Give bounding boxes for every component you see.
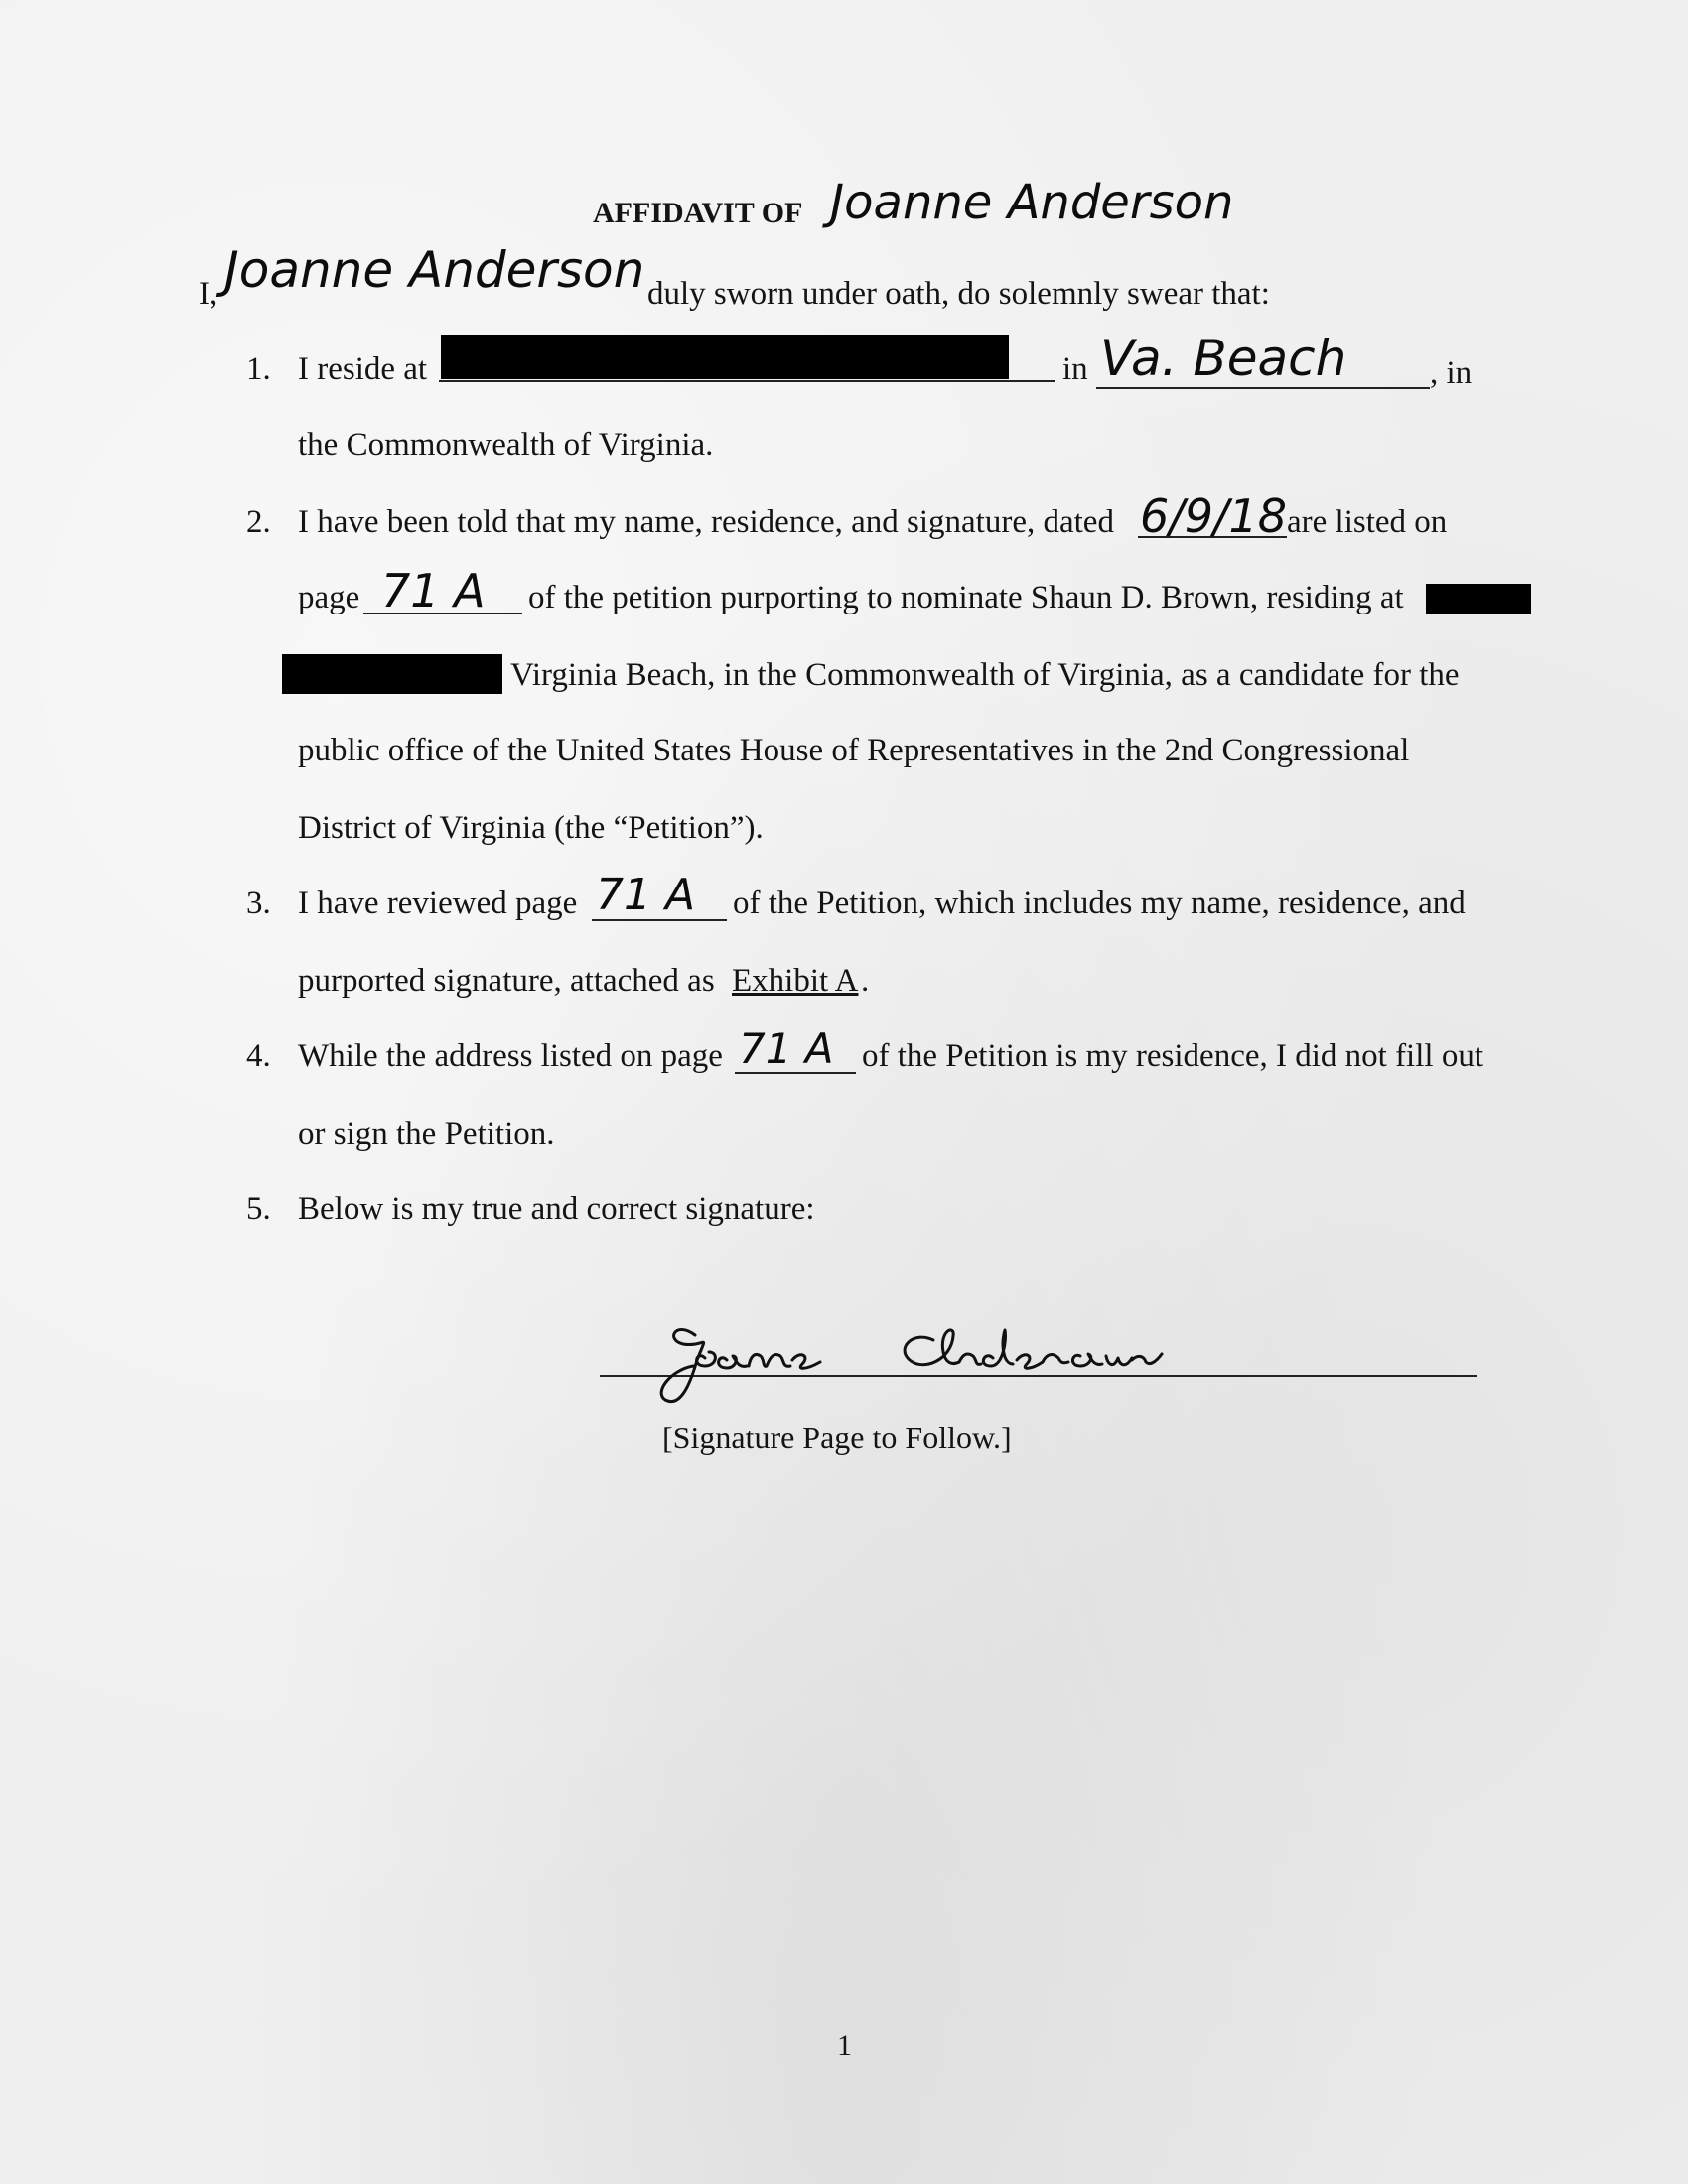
intro-prefix: I, [199, 276, 218, 312]
page-number: 1 [837, 2029, 852, 2062]
item-3-line2-post: . [861, 963, 870, 999]
page-number-handwritten-item3: 71 A [596, 870, 696, 920]
item-1-pre: I reside at [298, 351, 428, 387]
item-1-post: , in [1430, 355, 1473, 391]
title-name-handwritten: Joanne Anderson [830, 175, 1234, 230]
item-3-post: of the Petition, which includes my name, residence, and [733, 886, 1466, 921]
item-5-number: 5. [246, 1191, 271, 1227]
item-2-number: 2. [246, 504, 271, 540]
item-1-mid: in [1062, 351, 1088, 387]
redaction-residence-part2 [282, 654, 502, 694]
item-4-line2: or sign the Petition. [298, 1116, 555, 1152]
title-prefix: AFFIDAVIT OF [593, 197, 803, 229]
item-3-pre: I have reviewed page [298, 886, 578, 921]
item-2-page-pre: page [298, 580, 360, 615]
intro-suffix: duly sworn under oath, do solemnly swear that: [647, 276, 1270, 312]
redaction-address [441, 335, 1009, 379]
item-4-number: 4. [246, 1038, 271, 1074]
item-1-line2: the Commonwealth of Virginia. [298, 427, 714, 463]
handwritten-signature [635, 1300, 1271, 1420]
date-handwritten: 6/9/18 [1140, 489, 1288, 543]
redaction-residence-part1 [1426, 584, 1531, 614]
item-2-line4: public office of the United States House of Representatives in the 2nd Congressional [298, 733, 1410, 768]
item-2-post: are listed on [1287, 504, 1448, 540]
item-2-pre: I have been told that my name, residence, and signature, dated [298, 504, 1114, 540]
intro-name-handwritten: Joanne Anderson [224, 241, 645, 299]
item-2-page-post: of the petition purporting to nominate Shaun D. Brown, residing at [528, 580, 1404, 615]
item-4-post: of the Petition is my residence, I did not fill out [862, 1038, 1483, 1074]
item-2-line5: District of Virginia (the “Petition”). [298, 810, 764, 846]
exhibit-a-reference: Exhibit A [732, 963, 859, 999]
item-2-line3: Virginia Beach, in the Commonwealth of Virginia, as a candidate for the [510, 657, 1460, 693]
page-number-handwritten-item2: 71 A [381, 564, 486, 617]
item-1-number: 1. [246, 351, 271, 387]
city-blank-line [1096, 387, 1430, 389]
city-handwritten: Va. Beach [1100, 330, 1347, 387]
item-3-number: 3. [246, 886, 271, 921]
item-4-pre: While the address listed on page [298, 1038, 723, 1074]
item-3-line2-pre: purported signature, attached as [298, 963, 715, 999]
address-blank-line [439, 380, 1055, 382]
signature-caption: [Signature Page to Follow.] [662, 1420, 1012, 1455]
page-number-handwritten-item4: 71 A [739, 1024, 834, 1073]
item-5-text: Below is my true and correct signature: [298, 1191, 815, 1227]
